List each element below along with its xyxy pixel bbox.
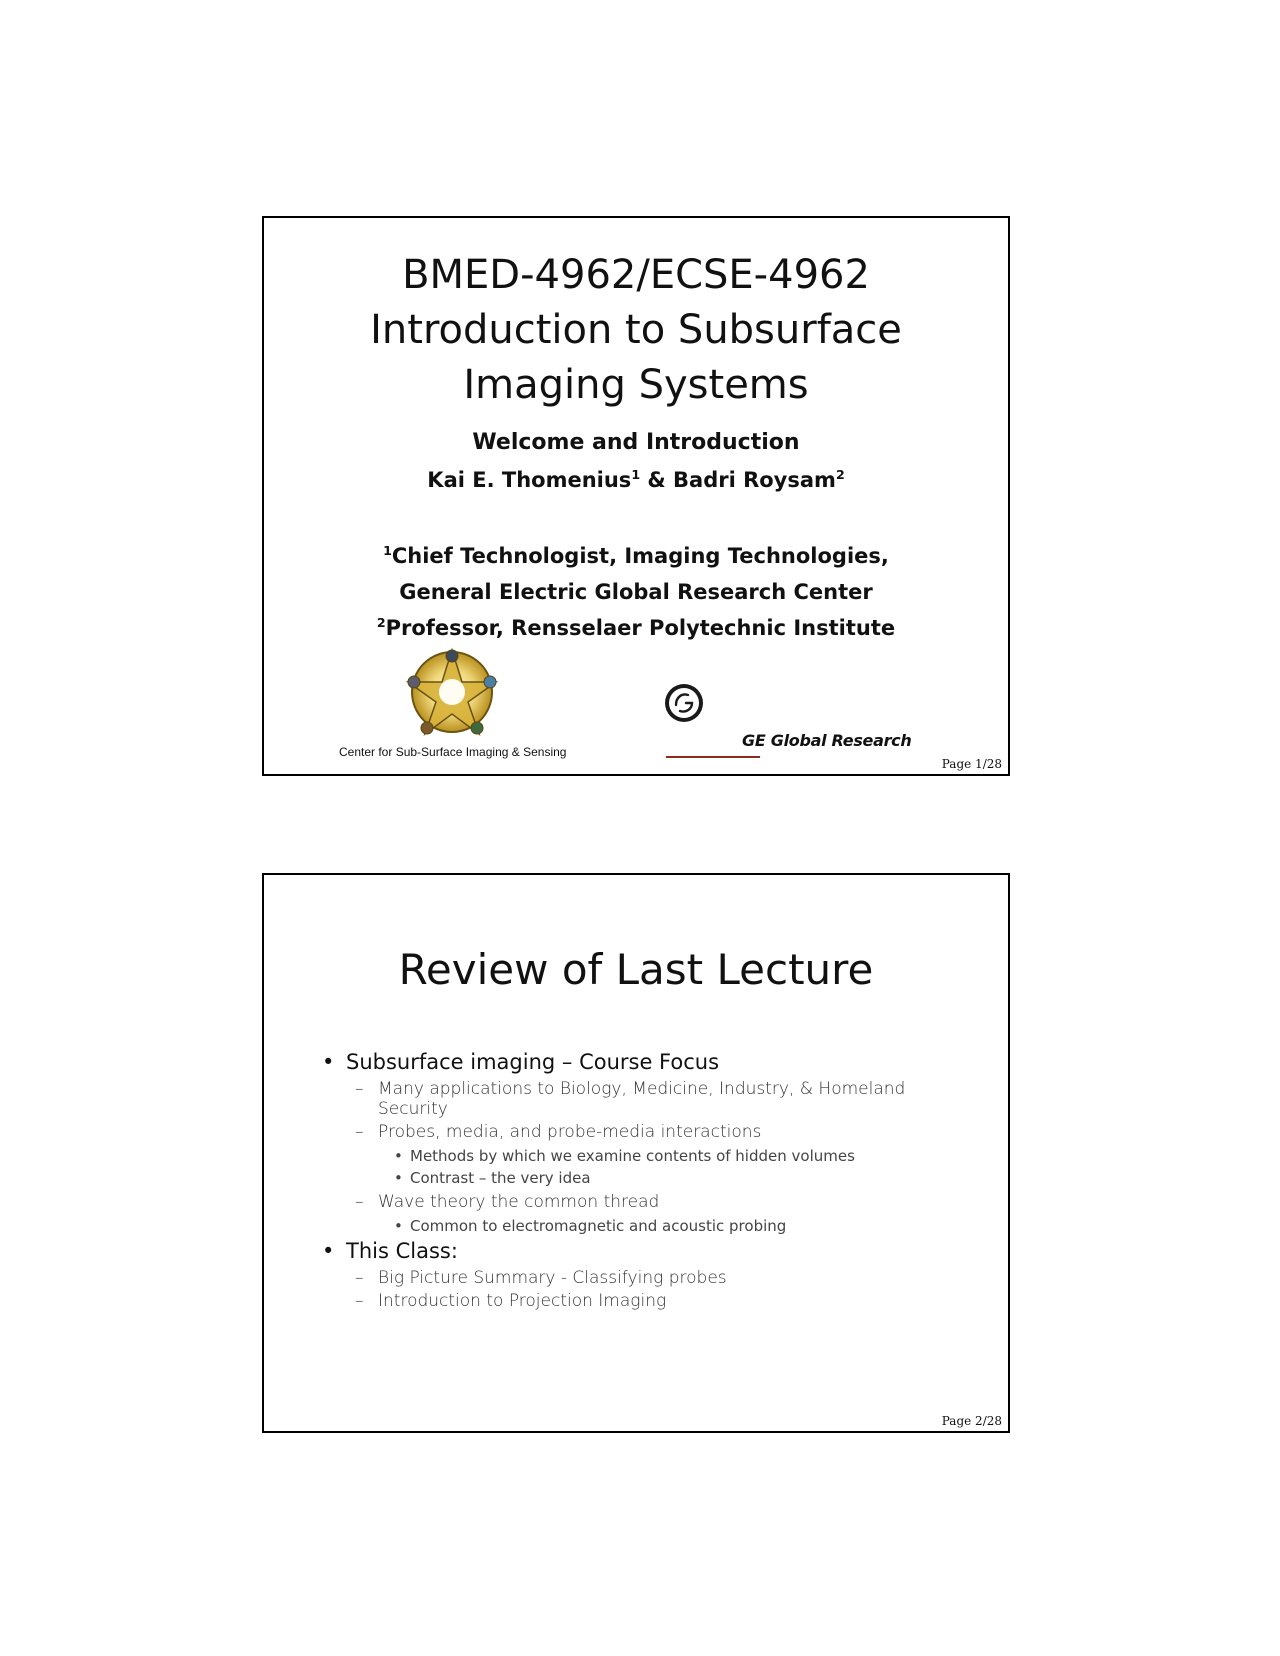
bullet-text: This Class: (346, 1239, 458, 1263)
bullet-item (322, 1048, 962, 1076)
sub-bullet-text: Probes, media, and probe-media interactions (378, 1122, 762, 1142)
sub-sub-bullet-text: Common to electromagnetic and acoustic probing (410, 1217, 787, 1235)
affiliation-3-sup: 2 (376, 615, 386, 630)
affiliation-1 (264, 538, 1008, 574)
bullet-dot: • (394, 1169, 403, 1187)
dash-marker: – (355, 1192, 364, 1212)
affiliation-1-sup: 1 (383, 543, 392, 558)
sub-sub-bullet-item (322, 1145, 962, 1167)
author-1-sup: 1 (631, 467, 641, 482)
slide-1-subtitle: Welcome and Introduction (472, 430, 800, 455)
page-number: Page 1/28 (941, 757, 1002, 771)
sub-sub-bullet-item (322, 1215, 962, 1237)
bullet-dot: • (394, 1217, 403, 1235)
bullet-dot: • (322, 1239, 335, 1263)
dash-marker: – (355, 1122, 364, 1142)
affiliation-1-text: Chief Technologist, Imaging Technologies, (391, 544, 889, 568)
bullet-dot: • (394, 1147, 403, 1165)
sub-bullet-item (322, 1291, 962, 1311)
affiliation-3-text: Professor, Rensselaer Polytechnic Institute (385, 616, 896, 640)
title-line-2: Introduction to Subsurface (370, 307, 902, 353)
slide-1 (262, 216, 1010, 776)
slide-1-affiliations (264, 538, 1008, 646)
dash-marker: – (355, 1291, 364, 1311)
affiliation-2-text: General Electric Global Research Center (399, 580, 873, 604)
bullet-item (322, 1237, 962, 1265)
bullet-dot: • (322, 1050, 335, 1074)
slide-1-authors (264, 468, 1008, 492)
bullet-text: Subsurface imaging – Course Focus (346, 1050, 720, 1074)
slide-2 (262, 873, 1010, 1433)
sub-bullet-text: Big Picture Summary - Classifying probes (378, 1268, 727, 1288)
sub-sub-bullet-text: Contrast – the very idea (410, 1169, 591, 1187)
sub-sub-bullet-item (322, 1167, 962, 1189)
sub-bullet-text: Introduction to Projection Imaging (378, 1291, 667, 1311)
ge-monogram-icon (664, 683, 704, 723)
sub-sub-bullet-text: Methods by which we examine contents of hidden volumes (410, 1147, 855, 1165)
sub-bullet-item (322, 1268, 962, 1288)
title-line-1: BMED-4962/ECSE-4962 (402, 252, 870, 298)
sub-bullet-item (322, 1192, 962, 1212)
sub-bullet-text: Many applications to Biology, Medicine, Industry, & Homeland Security (378, 1079, 906, 1119)
affiliation-3 (264, 610, 1008, 646)
slide-2-bullet-list (322, 1048, 962, 1314)
sub-bullet-text: Wave theory the common thread (378, 1192, 660, 1212)
ge-brand-text: GE Global Research (742, 731, 912, 750)
slide-2-title: Review of Last Lecture (398, 945, 874, 994)
author-2-sup: 2 (835, 467, 845, 482)
page-number: Page 2/28 (941, 1414, 1002, 1428)
author-1-name: Kai E. Thomenius (427, 468, 632, 492)
title-line-3: Imaging Systems (463, 362, 809, 408)
affiliation-2 (264, 574, 1008, 610)
author-2-name: & Badri Roysam (640, 468, 836, 492)
center-logo-caption: Center for Sub-Surface Imaging & Sensing (339, 745, 567, 759)
sub-bullet-item (322, 1079, 962, 1119)
ge-brand-divider (666, 756, 760, 758)
dash-marker: – (355, 1079, 364, 1099)
five-point-star-emblem-icon (404, 646, 500, 736)
dash-marker: – (355, 1268, 364, 1288)
slide-1-title (264, 248, 1008, 413)
sub-bullet-item (322, 1122, 962, 1142)
